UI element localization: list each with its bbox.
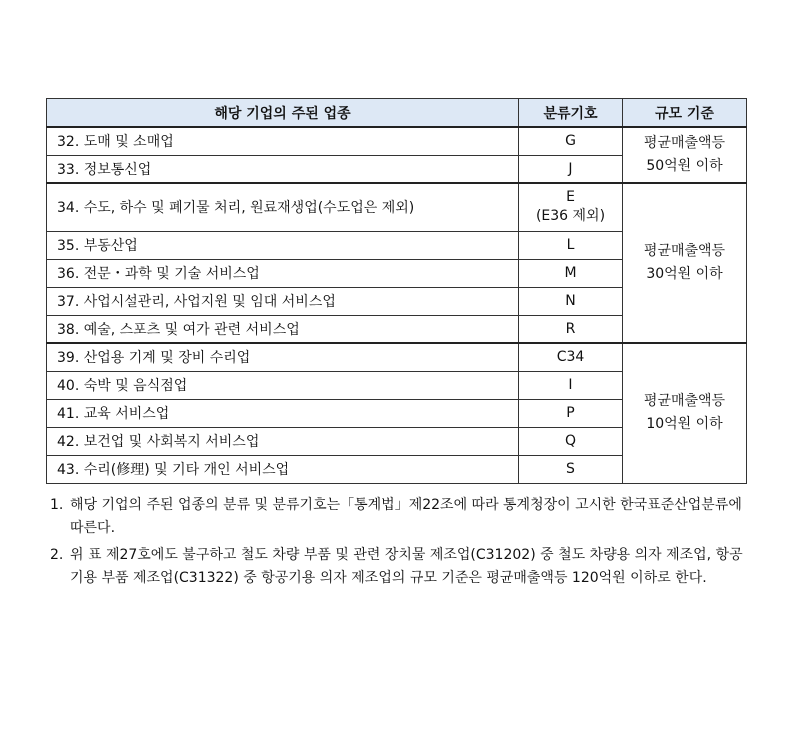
industry-name: 35. 부동산업 <box>47 231 519 259</box>
size-standard-line2: 10억원 이하 <box>646 416 723 433</box>
footnote <box>50 494 750 540</box>
header-standard: 규모 기준 <box>623 99 747 128</box>
size-standard-line1: 평균매출액등 <box>643 243 726 259</box>
industry-code: N <box>519 287 623 315</box>
industry-code-main: E <box>566 189 575 206</box>
size-standard-table <box>46 98 747 484</box>
industry-code: P <box>519 399 623 427</box>
industry-code-exclusion: (E36 제외) <box>535 208 606 225</box>
industry-code: L <box>519 231 623 259</box>
industry-code: J <box>519 155 623 183</box>
industry-name: 43. 수리(修理) 및 기타 개인 서비스업 <box>47 455 519 483</box>
industry-name: 37. 사업시설관리, 사업지원 및 임대 서비스업 <box>47 287 519 315</box>
industry-name: 39. 산업용 기계 및 장비 수리업 <box>47 343 519 371</box>
industry-name: 36. 전문・과학 및 기술 서비스업 <box>47 259 519 287</box>
size-standard-cell <box>623 127 747 183</box>
industry-code: G <box>519 127 623 155</box>
header-code: 분류기호 <box>519 99 623 128</box>
size-standard-line2: 30억원 이하 <box>646 266 723 282</box>
industry-name: 42. 보건업 및 사회복지 서비스업 <box>47 427 519 455</box>
footnote-number: 1. <box>50 497 64 513</box>
industry-name: 34. 수도, 하수 및 폐기물 처리, 원료재생업(수도업은 제외) <box>47 183 519 231</box>
footnote-text: 해당 기업의 주된 업종의 분류 및 분류기호는「통계법」제22조에 따라 통계청장이 고시한 한국표준산업분류에 따른다. <box>70 497 742 536</box>
table-header-row <box>47 99 747 128</box>
industry-name: 38. 예술, 스포츠 및 여가 관련 서비스업 <box>47 315 519 343</box>
header-industry: 해당 기업의 주된 업종 <box>47 99 519 128</box>
industry-code: S <box>519 455 623 483</box>
industry-code: Q <box>519 427 623 455</box>
size-standard-cell <box>623 343 747 483</box>
size-standard-cell <box>623 183 747 343</box>
industry-code: M <box>519 259 623 287</box>
table-row <box>47 183 747 231</box>
industry-name: 40. 숙박 및 음식점업 <box>47 371 519 399</box>
size-standard-line1: 평균매출액등 <box>643 393 726 410</box>
industry-name: 33. 정보통신업 <box>47 155 519 183</box>
table-row <box>47 343 747 371</box>
size-standard-line1: 평균매출액등 <box>643 135 726 151</box>
industry-code: R <box>519 315 623 343</box>
footnote-text: 위 표 제27호에도 불구하고 철도 차량 부품 및 관련 장치물 제조업(C31202) 중 철도 차량용 의자 제조업, 항공기용 부품 제조업(C31322) 중 항공기용 의자 제조업의 규모 기준은 평균매출액등 120억원 이하로 한다. <box>70 547 743 586</box>
footnote <box>50 544 750 590</box>
industry-code: C34 <box>519 343 623 371</box>
footnote-number: 2. <box>50 547 64 563</box>
footnotes <box>50 494 750 594</box>
industry-name: 32. 도매 및 소매업 <box>47 127 519 155</box>
industry-code: I <box>519 371 623 399</box>
industry-name: 41. 교육 서비스업 <box>47 399 519 427</box>
table-row <box>47 127 747 155</box>
industry-code <box>519 183 623 231</box>
size-standard-line2: 50억원 이하 <box>646 158 723 174</box>
